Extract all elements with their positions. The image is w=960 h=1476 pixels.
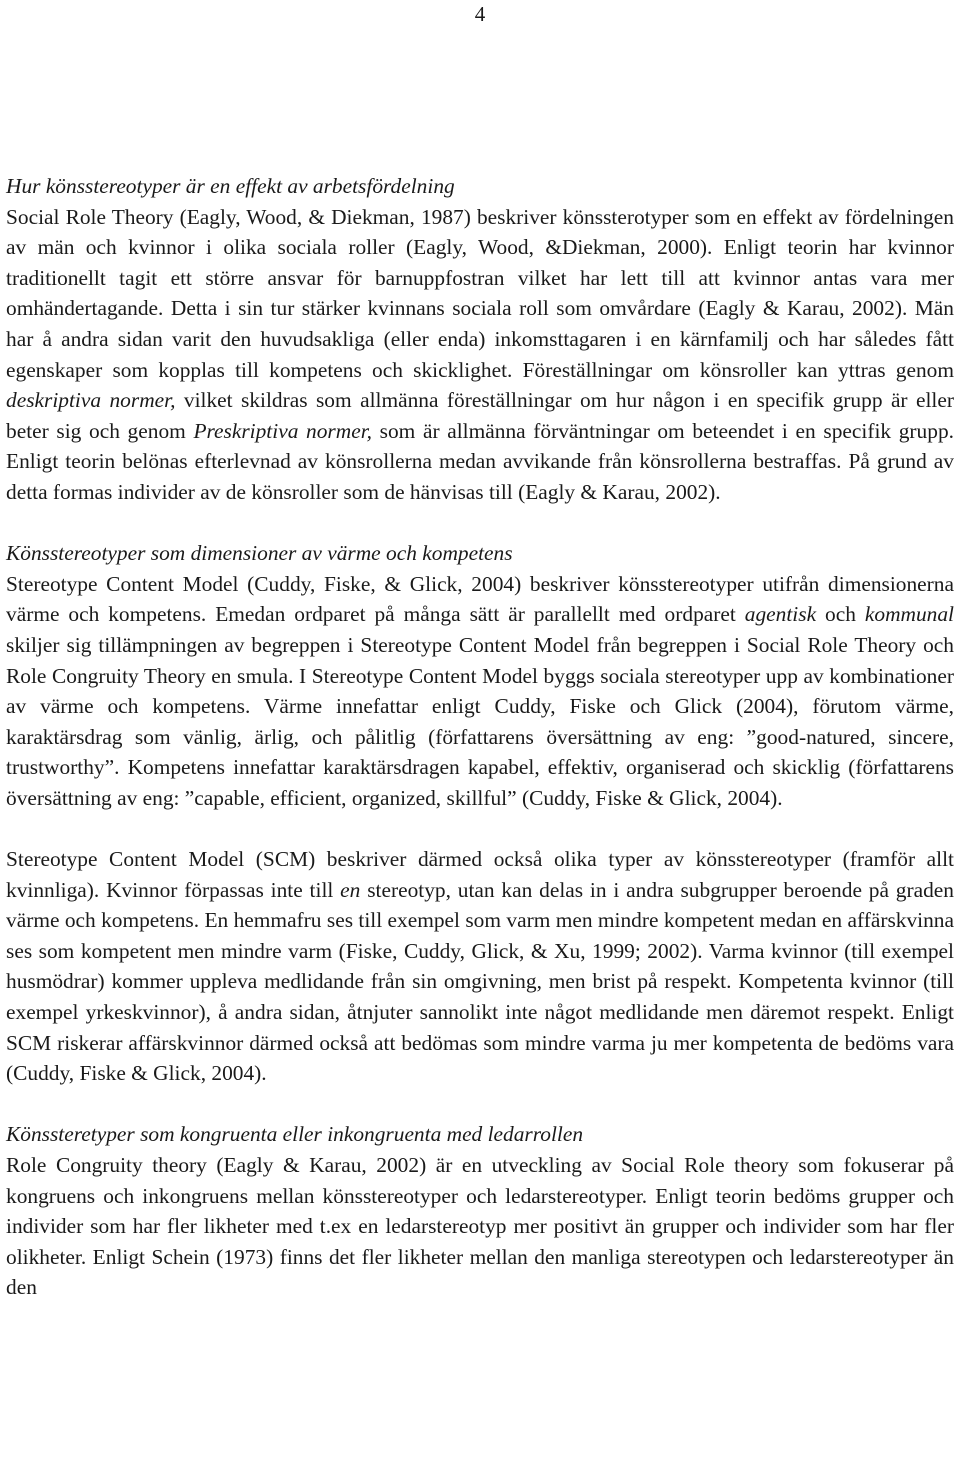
text-run: skiljer sig tillämpningen av begreppen i Stereotype Content Model från begreppen i Social Role Theory och Role Congruity Theory en smula. I Stereotype Content Model byggs sociala stereotyper upp av kombinationer av värme och kompetens. Värme innefattar enligt Cuddy, Fiske och Glick (2004), förutom värme, karaktärsdrag som vänlig, ärlig, och pålitlig (författarens översättning av eng: ”good-natured, sincere, trustworthy”. Kompetens innefattar karaktärsdragen kapabel, effektiv, organiserad och skicklig (författarens översättning av eng: ”capable, efficient, organized, skillful” (Cuddy, Fiske & Glick, 2004).	[6, 632, 954, 810]
text-run: stereotyp, utan kan delas in i andra subgrupper beroende på graden värme och kompetens. En hemmafru ses till exempel som varm men mindre kompetent medan en affärskvinna ses som kompetent men mindre varm (Fiske, Cuddy, Glick, & Xu, 1999; 2002). Varma kvinnor (till exempel husmödrar) kommer uppleva medlidande från sin omgivning, men brist på respekt. Kompetenta kvinnor (till exempel yrkeskvinnor), å andra sidan, åtnjuter sannolikt inte något medlidande men däremot respekt. Enligt SCM riskerar affärskvinnor därmed också att bedömas som mindre varma ju mer kompetenta de bedöms vara (Cuddy, Fiske & Glick, 2004).	[6, 877, 954, 1086]
page-number: 4	[474, 2, 486, 26]
emphasis-agentisk: agentisk	[744, 602, 817, 627]
section-heading-leader-role: Könssteretyper som kongruenta eller inkongruenta med ledarrollen	[6, 1122, 584, 1147]
document-body	[6, 171, 954, 1303]
paragraph-stereotype-content-model	[6, 569, 954, 814]
emphasis-kommunal: kommunal	[864, 602, 954, 627]
text-run: och	[816, 602, 865, 627]
emphasis-en: en	[340, 877, 361, 902]
text-run: Role Congruity theory (Eagly & Karau, 2002) är en utveckling av Social Role theory som fokuserar på kongruens och inkongruens mellan könsstereotyper och ledarstereotyper. Enligt teorin bedöms grupper och individer som har fler likheter med t.ex en ledarstereotyp mer positivt än grupper och individer som har fler olikheter. Enligt Schein (1973) finns det fler likheter mellan den manliga stereotypen och ledarstereotyper än den	[6, 1153, 954, 1300]
emphasis-deskriptiva: deskriptiva normer,	[6, 388, 176, 413]
paragraph-gap	[6, 1089, 954, 1120]
text-run: Stereotype Content Model (Cuddy, Fiske, & Glick, 2004) beskriver könsstereotyper utifrån dimensionerna värme och kompetens. Emedan ordparet på många sätt är parallellt med ordparet	[6, 571, 954, 627]
text-run: Stereotype Content Model (SCM) beskriver därmed också olika typer av könsstereotyper (framför allt kvinnliga). Kvinnor förpassas inte till	[6, 847, 954, 902]
emphasis-preskriptiva: Preskriptiva normer,	[193, 418, 372, 443]
text-run: Social Role Theory (Eagly, Wood, & Diekman, 1987) beskriver könssterotyper som en effekt av fördelningen av män och kvinnor i olika sociala roller (Eagly, Wood, &Diekman, 2000). Enligt teorin har kvinnor traditionellt tagit ett större ansvar för barnuppfostran vilket har lett till att kvinnor antas vara mer omhändertagande. Detta i sin tur stärker kvinnans sociala roll som omvårdare (Eagly & Karau, 2002). Män har å andra sidan varit den huvudsakliga (eller enda) inkomsttagaren i en kärnfamilj och har således fått egenskaper som kopplas till kompetens och skicklighet. Föreställningar om könsroller kan yttras genom	[6, 204, 954, 382]
paragraph-scm-subgroups	[6, 844, 954, 1089]
paragraph-gap	[6, 508, 954, 539]
paragraph-gap	[6, 813, 954, 844]
text-run: som är allmänna förväntningar om beteendet i en specifik grupp. Enligt teorin belönas efterlevnad av könsrollerna medan avvikande från könsrollerna bestraffas. På grund av detta formas individer av de könsroller som de hänvisas till (Eagly & Karau, 2002).	[6, 418, 954, 504]
paragraph-role-congruity-theory	[6, 1150, 954, 1303]
paragraph-social-role-theory	[6, 202, 954, 508]
section-heading-warmth-competence: Könsstereotyper som dimensioner av värme och kompetens	[6, 541, 513, 566]
section-heading-work-division: Hur könsstereotyper är en effekt av arbetsfördelning	[6, 174, 455, 198]
text-run: vilket skildras som allmänna föreställningar om hur någon i en specifik grupp är eller beter sig och genom	[6, 388, 954, 443]
